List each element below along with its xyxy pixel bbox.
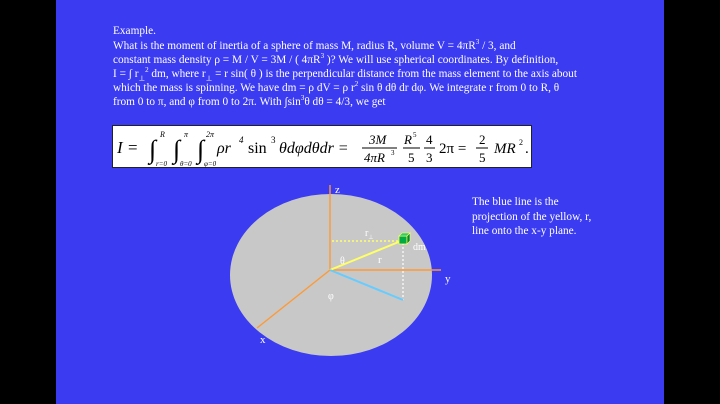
caption-line-1: The blue line is the — [472, 196, 559, 208]
period: . — [525, 141, 529, 157]
two-pi: 2π = — [439, 141, 467, 157]
integral-sign-2: ∫ — [173, 135, 181, 164]
sin-term: sin — [248, 140, 267, 157]
dm-cube — [399, 233, 410, 244]
body-line-3: I = ∫ $r_\perp^2$ dm, where $r_\perp = r$ sin( θ ) is the perpendicular distance from the mass element to the axis about — [113, 66, 577, 83]
dm-label: dm — [413, 242, 426, 253]
frac2-den: 5 — [408, 150, 415, 165]
body-line-5: from 0 to π, and φ from 0 to 2π. With $\int\sin^3\theta$ dθ = 4/3, we get — [113, 94, 386, 108]
integral-sign-3: ∫ — [197, 135, 205, 164]
frac1-den-exp: 3 — [391, 149, 395, 157]
sin-exp: 3 — [271, 135, 276, 145]
differentials: θdφdθdr = — [279, 140, 349, 157]
caption-line-2: projection of the yellow, r, — [472, 210, 592, 223]
caption-line-3: line onto the x-y plane. — [472, 225, 577, 237]
int1-upper: R — [160, 130, 165, 139]
heading: Example. — [113, 25, 156, 37]
eq-lhs: I = — [117, 138, 139, 157]
r-perp-label: $r_\perp$ — [365, 228, 374, 241]
integrand: ρr — [217, 140, 231, 157]
frac2-num: R — [404, 132, 412, 147]
int3-upper: 2π — [206, 130, 215, 139]
frac1-den: 4πR — [364, 150, 385, 165]
r-label: r — [378, 254, 382, 266]
int2-upper: π — [184, 130, 189, 139]
sphere-diagram — [56, 0, 664, 404]
theta-label: θ — [340, 256, 345, 267]
y-label: y — [445, 273, 451, 285]
frac4-den: 5 — [479, 150, 486, 165]
integral-sign-1: ∫ — [149, 135, 157, 164]
x-label: x — [260, 334, 266, 346]
z-label: z — [335, 184, 340, 196]
int3-lower: φ=0 — [204, 160, 217, 168]
frac4-num: 2 — [479, 132, 486, 147]
result-exp: 2 — [519, 138, 523, 147]
frac1-num: 3M — [369, 132, 387, 147]
sphere — [230, 194, 432, 356]
int2-lower: θ=0 — [180, 160, 192, 168]
slide — [56, 0, 664, 404]
frac2-num-exp: 5 — [413, 131, 417, 139]
frac3-den: 3 — [426, 150, 433, 165]
frac3-num: 4 — [426, 132, 433, 147]
int1-lower: r=0 — [156, 160, 167, 168]
integrand-exp: 4 — [239, 135, 244, 145]
phi-label: φ — [328, 291, 334, 302]
body-line-4: which the mass is spinning. We have dm = ρ dV = ρ $r^2$ sin θ dθ dr dφ. We integrate r from 0 to R, θ — [113, 80, 560, 94]
result: MR — [494, 141, 516, 157]
body-line-1: What is the moment of inertia of a sphere of mass M, radius R, volume $V = 4\pi R^3 / 3$, and — [113, 38, 516, 52]
body-line-2: constant mass density ρ = M / V = 3M / ( $4\pi R^3$ )? We will use spherical coordinates. By definition, — [113, 52, 559, 66]
